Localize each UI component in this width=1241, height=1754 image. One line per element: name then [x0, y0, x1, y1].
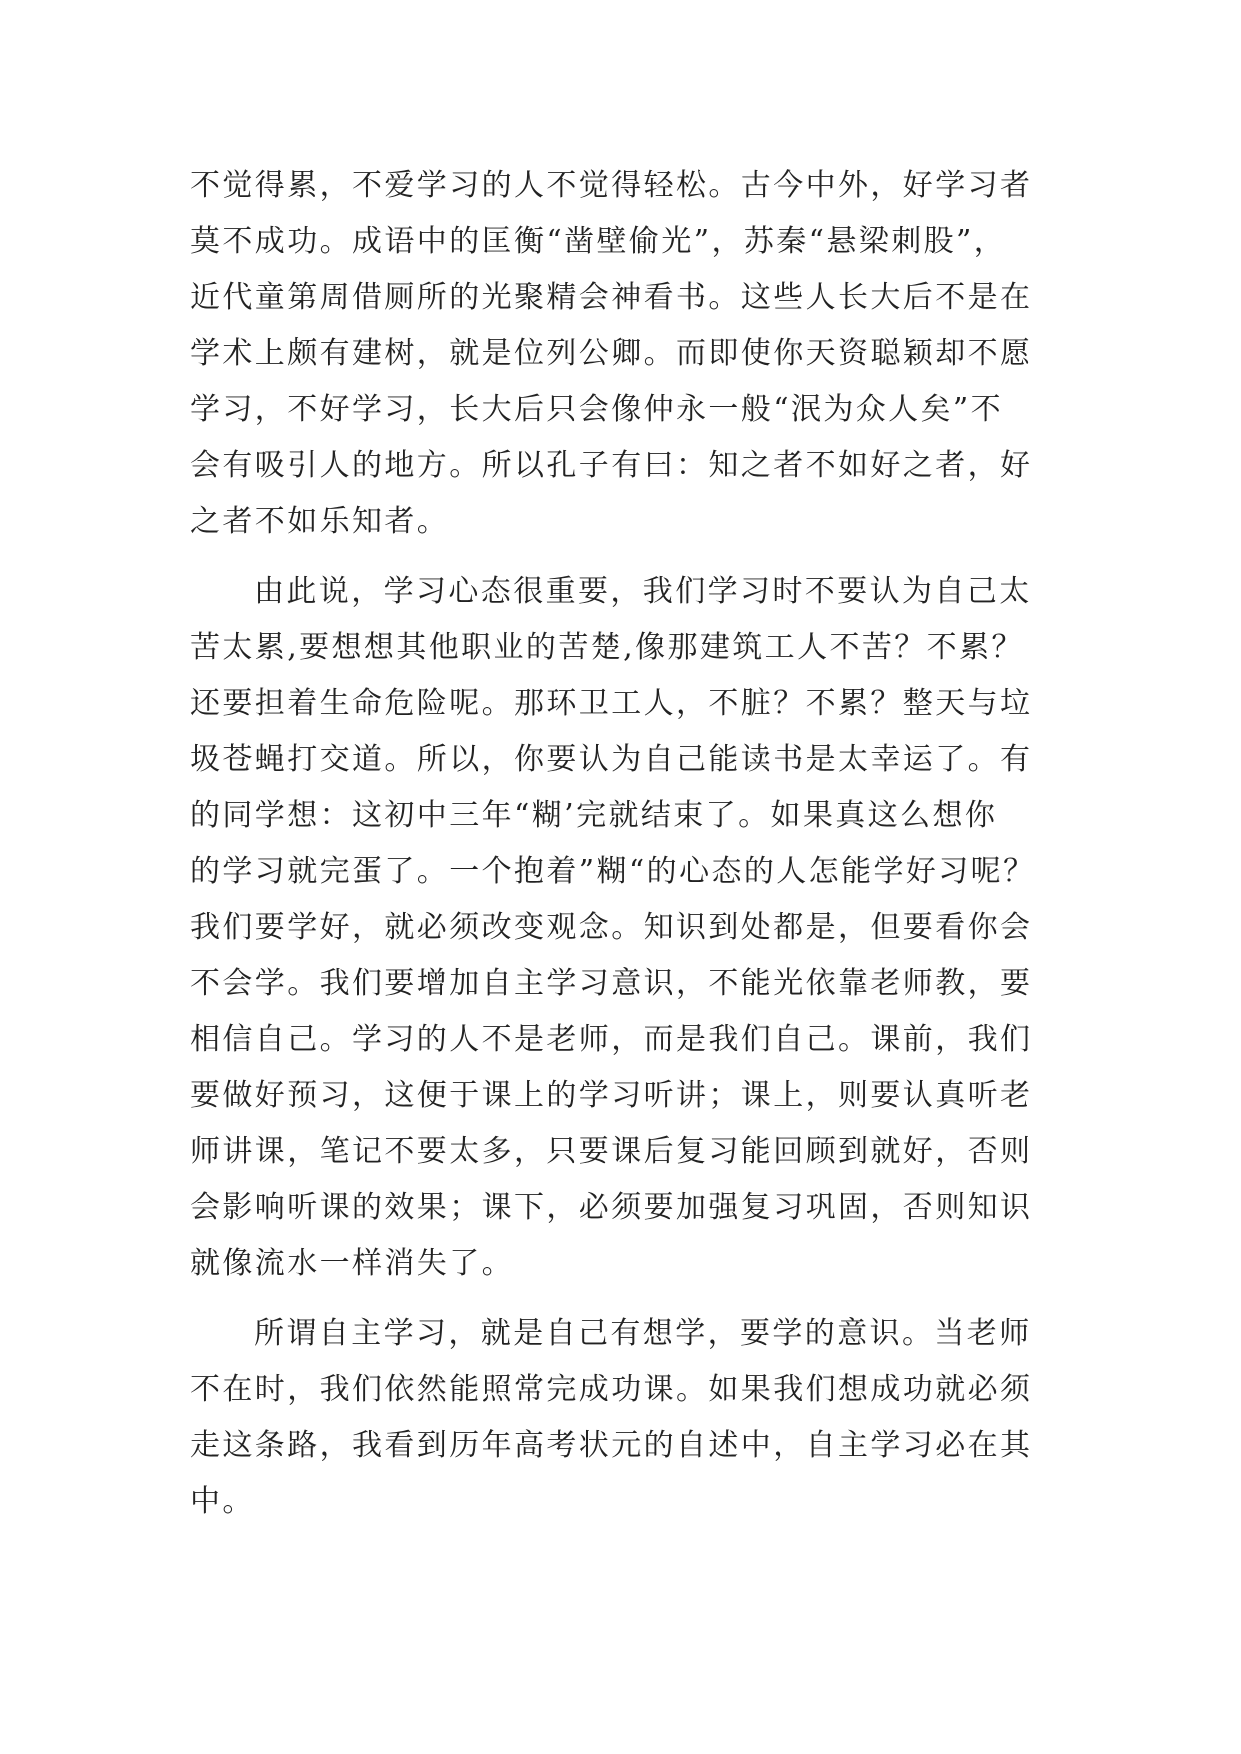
text-line: 苦太累,要想想其他职业的苦楚,像那建筑工人不苦？不累？ [190, 630, 1024, 665]
text-line: 近代童第周借厕所的光聚精会神看书。这些人长大后不是在 [190, 280, 1033, 315]
paragraph-spacer [190, 550, 1050, 564]
document-body [190, 158, 1050, 1530]
text-line: 学术上颇有建树，就是位列公卿。而即使你天资聪颖却不愿 [190, 336, 1033, 371]
text-line: 还要担着生命危险呢。那环卫工人，不脏？不累？整天与垃 [190, 686, 1033, 721]
text-line: 会有吸引人的地方。所以孔子有曰：知之者不如好之者，好 [190, 448, 1033, 483]
paragraph [190, 158, 1050, 550]
text-line: 我们要学好，就必须改变观念。知识到处都是，但要看你会 [190, 910, 1033, 945]
text-line: 中。 [190, 1484, 255, 1519]
text-line: 的同学想：这初中三年“糊’完就结束了。如果真这么想你 [190, 798, 998, 833]
text-line: 走这条路，我看到历年高考状元的自述中，自主学习必在其 [190, 1428, 1033, 1463]
paragraph [190, 564, 1050, 1292]
text-line: 的学习就完蛋了。一个抱着”糊“的心态的人怎能学好习呢？ [190, 854, 1036, 889]
text-line: 学习，不好学习，长大后只会像仲永一般“泯为众人矣”不 [190, 392, 1004, 427]
text-line: 就像流水一样消失了。 [190, 1246, 514, 1281]
text-line: 会影响听课的效果；课下，必须要加强复习巩固，否则知识 [190, 1190, 1033, 1225]
text-line: 相信自己。学习的人不是老师，而是我们自己。课前，我们 [190, 1022, 1033, 1057]
text-line: 圾苍蝇打交道。所以，你要认为自己能读书是太幸运了。有 [190, 742, 1033, 777]
text-line: 不在时，我们依然能照常完成功课。如果我们想成功就必须 [190, 1372, 1033, 1407]
paragraph-spacer [190, 1292, 1050, 1306]
text-line: 由此说，学习心态很重要，我们学习时不要认为自己太 [254, 574, 1032, 609]
paragraph [190, 1306, 1050, 1530]
text-line: 师讲课，笔记不要太多，只要课后复习能回顾到就好，否则 [190, 1134, 1033, 1169]
text-line: 不会学。我们要增加自主学习意识，不能光依靠老师教，要 [190, 966, 1033, 1001]
text-line: 不觉得累，不爱学习的人不觉得轻松。古今中外，好学习者 [190, 168, 1033, 203]
text-line: 之者不如乐知者。 [190, 504, 450, 539]
text-line: 莫不成功。成语中的匡衡“凿壁偷光”，苏秦“悬梁刺股”， [190, 224, 1007, 259]
text-line: 要做好预习，这便于课上的学习听讲；课上，则要认真听老 [190, 1078, 1033, 1113]
text-line: 所谓自主学习，就是自己有想学，要学的意识。当老师 [254, 1316, 1032, 1351]
